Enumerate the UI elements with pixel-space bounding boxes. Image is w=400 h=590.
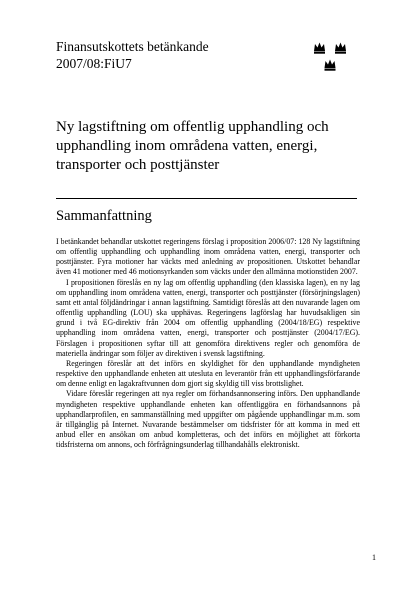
title-divider <box>56 198 357 199</box>
document-header <box>56 38 209 72</box>
summary-paragraph: I betänkandet behandlar utskottet regeringens förslag i proposition 2006/07: 128 Ny lagstiftning om offentlig upphandling och upphandling inom områdena vatten, energi, transporter och posttjänster. Fyra motioner har väckts med anledning av propositionen. Utskottet behandlar även 41 motioner med 46 motionsyrkanden som väckts under den allmänna motionstiden 2007. <box>56 237 360 277</box>
section-heading: Sammanfattning <box>56 208 152 224</box>
report-id: 2007/08:FiU7 <box>56 56 132 71</box>
committee-name: Finansutskottets betänkande <box>56 39 209 54</box>
summary-paragraph: Vidare föreslår regeringen att nya regler om förhandsannonsering införs. Den upphandlande myndigheten respektive upphandlande enheten kan offentliggöra en förhandsannons på upphandlarprofilen, en sammanställning med uppgifter om pågående upphandlingar m.m. som är tillgänglig på Internet. Nuvarande bestämmelser om tidsfrister för att komma in med ett anbud eller en ansökan om anbud kompletteras, och det införs en möjlighet att förkorta tidsfristerna om annons, och förfrågningsunderlag tillhandahålls elektroniskt. <box>56 389 360 450</box>
summary-paragraph: Regeringen föreslår att det införs en skyldighet för den upphandlande myndigheten respektive den upphandlande enheten att utesluta en leverantör från ett upphandlingsförfarande om denne enligt en lagakraftvunnen dom gjort sig skyldig till viss brottslighet. <box>56 358 360 389</box>
page-number: 1 <box>372 553 376 562</box>
three-crowns-icon <box>313 40 349 74</box>
summary-paragraph: I propositionen föreslås en ny lag om offentlig upphandling (den klassiska lagen), en ny lag om upphandling inom områdena vatten, energi, transporter och posttjänster (försörjningslagen) samt ett antal följdändringar i annan lagstiftning. Samtidigt föreslås att den nuvarande lagen om offentlig upphandling (LOU) ska upphävas. Regeringens lagförslag har huvudsakligen sin grund i två EG-direktiv från 2004 om offentlig upphandling (2004/18/EG) respektive upphandling inom områdena vatten, energi, transporter och posttjänster (2004/17/EG). Förslagen i propositionen syftar till att genomföra direktivens regler och genomföra de materiella ändringar som följer av direktiven i svensk lagstiftning. <box>56 277 360 358</box>
summary-body <box>56 237 360 450</box>
report-title: Ny lagstiftning om offentlig upphandling och upphandling inom områdena vatten, energi, transporter och posttjänster <box>56 119 329 173</box>
